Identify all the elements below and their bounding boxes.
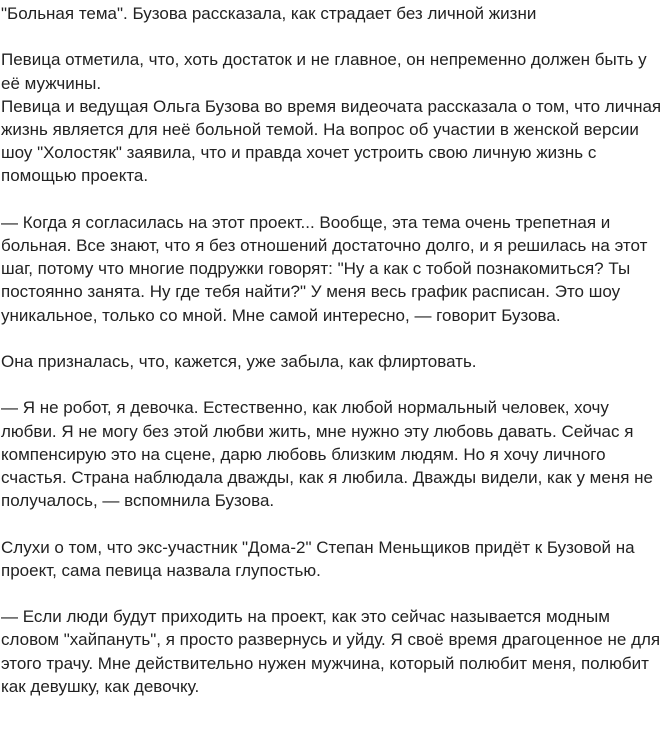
paragraph-flirt: Она призналась, что, кажется, уже забыла, как флиртовать. xyxy=(1,352,477,371)
paragraph-quote-2: — Я не робот, я девочка. Естественно, как любой нормальный человек, хочу любви. Я не могу без этой любви жить, мне нужно эту любовь давать. Сейчас я компенсирую это на сцене, дарю любовь близким людям. Но я хочу личного счастья. Страна наблюдала дважды, как я любила. Дважды видели, как у меня не получалось, — вспомнила Бузова. xyxy=(1,398,653,511)
paragraph-intro: Певица и ведущая Ольга Бузова во время видеочата рассказала о том, что личная жизнь является для неё больной темой. На вопрос об участии в женской версии шоу "Холостяк" заявила, что и правда хочет устроить свою личную жизнь с помощью проекта. xyxy=(1,96,662,186)
article-title: "Больная тема". Бузова рассказала, как страдает без личной жизни xyxy=(1,4,537,23)
paragraph-rumors: Слухи о том, что экс-участник "Дома-2" Степан Меньщиков придёт к Бузовой на проект, сама певица назвала глупостью. xyxy=(1,537,635,580)
paragraph-quote-1: — Когда я согласилась на этот проект... Вообще, эта тема очень трепетная и больная. Все знают, что я без отношений достаточно долго, и я решилась на этот шаг, потому что многие подружки говорят: "Ну а как с тобой познакомиться? Ты постоянно занята. Ну где тебя найти?" У меня весь график расписан. Это шоу уникальное, только со мной. Мне самой интересно, — говорит Бузова. xyxy=(1,212,648,325)
article-lead: Певица отметила, что, хоть достаток и не главное, он непременно должен быть у её мужчины. xyxy=(1,50,647,93)
paragraph-quote-3: — Если люди будут приходить на проект, как это сейчас называется модным словом "хайпануть", я просто развернусь и уйду. Я своё время драгоценное не для этого трачу. Мне действительно нужен мужчина, который полюбит меня, полюбит как девушку, как девочку. xyxy=(1,607,661,696)
